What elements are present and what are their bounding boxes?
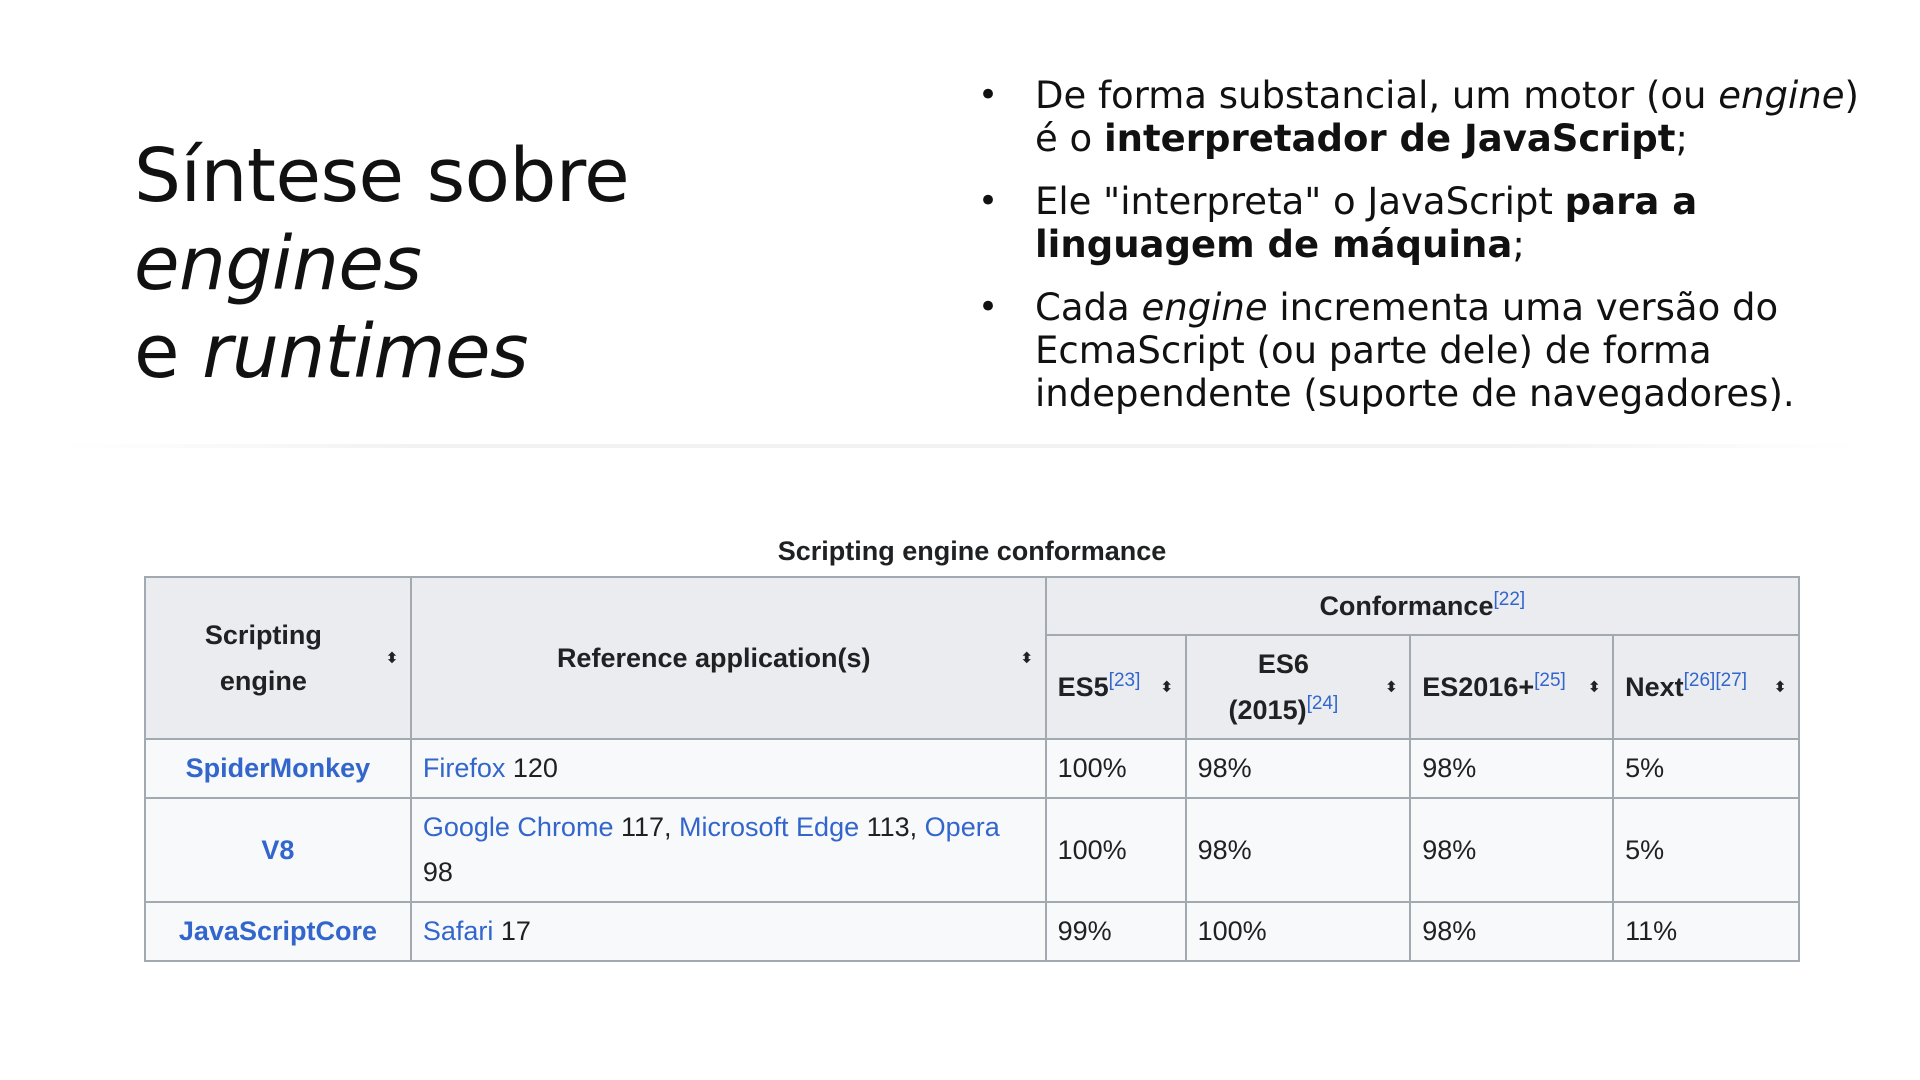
es2016-cell: 98%	[1410, 902, 1613, 961]
next-cell: 5%	[1613, 739, 1799, 798]
es6-cell: 100%	[1186, 902, 1411, 961]
conformance-table	[144, 576, 1800, 962]
reference-link[interactable]: [23]	[1108, 670, 1141, 691]
engine-cell[interactable]	[145, 902, 411, 961]
reference-link[interactable]: [24]	[1306, 693, 1339, 714]
bullet-item-1	[978, 74, 1878, 160]
app-version: 17	[493, 916, 531, 946]
bullet-dot: •	[978, 287, 999, 327]
app-link[interactable]: Google Chrome	[422, 812, 614, 842]
es6-cell: 98%	[1186, 739, 1411, 798]
app-version: 117,	[613, 812, 680, 842]
header-label: ES5	[1057, 672, 1109, 702]
apps-cell	[411, 902, 1046, 961]
header-label: Next	[1625, 672, 1684, 702]
reference-link[interactable]: [26][27]	[1683, 670, 1748, 691]
engine-link[interactable]: JavaScriptCore	[178, 916, 377, 946]
bullet-text: ;	[1675, 117, 1688, 160]
bullet-italic: engine	[1141, 286, 1268, 329]
bullet-text: ;	[1512, 223, 1525, 266]
header-es6[interactable]	[1186, 635, 1411, 739]
bullet-bold: interpretador de JavaScript	[1103, 117, 1676, 160]
sort-icon[interactable]: ⬍	[1020, 649, 1033, 666]
sort-icon[interactable]: ⬍	[1160, 678, 1173, 695]
bullet-dot: •	[978, 75, 999, 115]
engine-link[interactable]: SpiderMonkey	[185, 753, 371, 783]
title-em-engines: engines	[134, 221, 422, 307]
header-label: Reference application(s)	[556, 643, 871, 673]
app-version: 120	[505, 753, 558, 783]
reference-link[interactable]: [22]	[1493, 589, 1526, 610]
header-next[interactable]	[1613, 635, 1799, 739]
title-text-2: e	[134, 309, 203, 395]
header-label: ES2016+	[1422, 672, 1535, 702]
table-row	[145, 902, 1799, 961]
bullet-text: ) é o	[1035, 74, 1859, 160]
engine-cell[interactable]	[145, 798, 411, 902]
app-link[interactable]: Microsoft Edge	[679, 812, 860, 842]
sort-icon[interactable]: ⬍	[386, 649, 398, 666]
es2016-cell: 98%	[1410, 739, 1613, 798]
bullet-dot: •	[978, 181, 999, 221]
engine-cell[interactable]	[145, 739, 411, 798]
bullet-text: De forma substancial, um motor (ou	[1035, 74, 1719, 117]
next-cell: 5%	[1613, 798, 1799, 902]
app-link[interactable]: Safari	[422, 916, 494, 946]
es5-cell: 100%	[1046, 798, 1186, 902]
sort-icon[interactable]: ⬍	[1385, 678, 1398, 695]
app-version: 113,	[859, 812, 925, 842]
header-label: Conformance	[1319, 591, 1494, 621]
engine-link[interactable]: V8	[261, 834, 295, 865]
header-label: (2015)	[1228, 695, 1307, 725]
apps-cell	[411, 798, 1046, 902]
bullet-text: Ele "interpreta" o JavaScript	[1035, 180, 1565, 223]
es5-cell: 100%	[1046, 739, 1186, 798]
es2016-cell: 98%	[1410, 798, 1613, 902]
header-label: ES6	[1257, 649, 1309, 679]
header-reference-applications[interactable]	[411, 577, 1046, 739]
section-divider	[60, 444, 1860, 448]
sort-icon[interactable]: ⬍	[1588, 678, 1601, 695]
next-cell: 11%	[1613, 902, 1799, 961]
bullet-text: Cada	[1035, 286, 1142, 329]
app-version: 98	[422, 857, 453, 887]
sort-icon[interactable]: ⬍	[1774, 678, 1786, 695]
app-link[interactable]: Opera	[924, 812, 1000, 842]
header-scripting-engine[interactable]	[145, 577, 411, 739]
header-es5[interactable]	[1046, 635, 1186, 739]
es5-cell: 99%	[1046, 902, 1186, 961]
bullet-item-3	[978, 286, 1878, 415]
header-es2016[interactable]	[1410, 635, 1613, 739]
es6-cell: 98%	[1186, 798, 1411, 902]
app-link[interactable]: Firefox	[422, 753, 506, 783]
title-text-1: Síntese sobre	[134, 133, 630, 219]
bullet-bold: para a linguagem de máquina	[1035, 180, 1698, 266]
header-conformance	[1046, 577, 1799, 635]
bullet-item-2	[978, 180, 1878, 266]
title-em-runtimes: runtimes	[202, 309, 529, 395]
bullet-text: incrementa uma versão do EcmaScript (ou parte dele) de forma independente (suporte de navegadores).	[1035, 286, 1795, 415]
bullet-italic: engine	[1718, 74, 1845, 117]
reference-link[interactable]: [25]	[1534, 670, 1566, 691]
apps-cell	[411, 739, 1046, 798]
table-row	[145, 739, 1799, 798]
table-caption: Scripting engine conformance	[777, 536, 1167, 566]
header-label: Scripting engine	[204, 620, 322, 696]
table-row	[145, 798, 1799, 902]
bullet-list	[978, 74, 1878, 435]
slide-title	[134, 132, 894, 396]
